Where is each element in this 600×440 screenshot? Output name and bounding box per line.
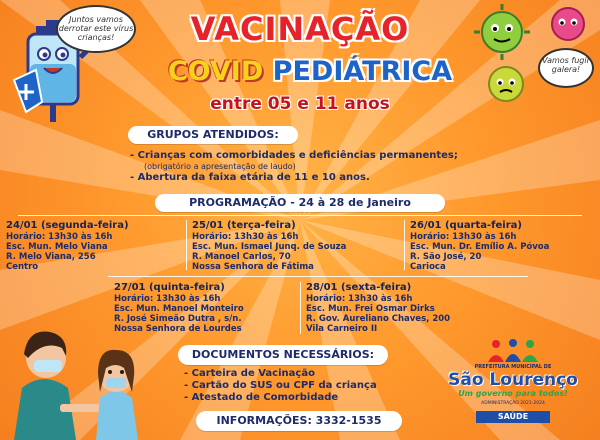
schedule-day-2 [192,220,402,272]
day-school: Esc. Mun. Frei Osmar Dirks [306,304,435,314]
programacao-heading: PROGRAMAÇÃO - 24 à 28 de Janeiro [155,194,445,212]
title-covid: COVID [167,56,264,87]
day-district: Centro [6,262,39,272]
day-hours: Horário: 13h30 às 16h [410,232,517,242]
grupos-list [130,150,550,183]
day-address: R. José Simeão Dutra , s/n. [114,314,242,324]
schedule-day-3 [410,220,596,272]
logo-slogan: Um governo para todos! [458,389,568,398]
speech-bubble-right: Vamos fugir galera! [538,48,594,88]
day-date: 27/01 (quinta-feira) [114,282,225,293]
grupos-item-2: - Abertura da faixa etária de 11 e 10 anos. [130,172,370,183]
title-covid-pediatrica [130,56,490,87]
day-address: R. Gov. Aureliano Chaves, 200 [306,314,451,324]
day-address: R. São José, 20 [410,252,482,262]
nurse-child-illustration [4,318,154,440]
grupos-item-1-note: (obrigatório a apresentação de laudo) [144,162,296,171]
speech-bubble-left: Juntos vamos derrotar este vírus crianças! [56,5,136,53]
divider [186,220,187,270]
age-range: entre 05 e 11 anos [210,94,390,114]
day-hours: Horário: 13h30 às 16h [306,294,413,304]
divider [108,276,528,277]
day-address: R. Manoel Carlos, 70 [192,252,291,262]
people-logo-icon [486,338,540,364]
day-school: Esc. Mun. Melo Viana [6,242,108,252]
logo-prefeitura: PREFEITURA MUNICIPAL DE [474,364,552,370]
prefeitura-logo [442,338,584,434]
day-district: Nossa Senhora de Fátima [192,262,314,272]
title-vacinacao: VACINAÇÃO [190,10,410,48]
day-hours: Horário: 13h30 às 16h [6,232,113,242]
day-school: Esc. Mun. Manoel Monteiro [114,304,244,314]
day-school: Esc. Mun. Ismael Junq. de Souza [192,242,347,252]
documentos-item: - Carteira de Vacinação [184,368,315,379]
logo-city: São Lourenço [448,370,578,390]
day-date: 26/01 (quarta-feira) [410,220,522,231]
divider [18,215,582,216]
divider [404,220,405,270]
schedule-day-1 [6,220,184,272]
grupos-item-1: - Crianças com comorbidades e deficiências permanentes; [130,150,458,161]
documentos-item: - Atestado de Comorbidade [184,392,339,403]
day-hours: Horário: 13h30 às 16h [114,294,221,304]
day-hours: Horário: 13h30 às 16h [192,232,299,242]
schedule-day-5 [306,282,516,334]
day-district: Vila Carneiro II [306,324,378,334]
documentos-list [184,368,404,404]
logo-administracao: ADMINISTRAÇÃO 2021-2024 [481,401,545,406]
divider [300,282,301,334]
day-date: 28/01 (sexta-feira) [306,282,412,293]
day-district: Nossa Senhora de Lourdes [114,324,242,334]
day-school: Esc. Mun. Dr. Emílio A. Póvoa [410,242,550,252]
documentos-heading: DOCUMENTOS NECESSÁRIOS: [178,345,388,365]
day-date: 25/01 (terça-feira) [192,220,296,231]
day-address: R. Melo Viana, 256 [6,252,96,262]
title-pediatrica: PEDIÁTRICA [272,56,453,87]
grupos-heading: GRUPOS ATENDIDOS: [128,126,298,144]
documentos-item: - Cartão do SUS ou CPF da criança [184,380,377,391]
day-date: 24/01 (segunda-feira) [6,220,129,231]
logo-saude: SAÚDE [476,411,550,423]
info-phone: INFORMAÇÕES: 3332-1535 [196,411,402,431]
day-district: Carioca [410,262,446,272]
